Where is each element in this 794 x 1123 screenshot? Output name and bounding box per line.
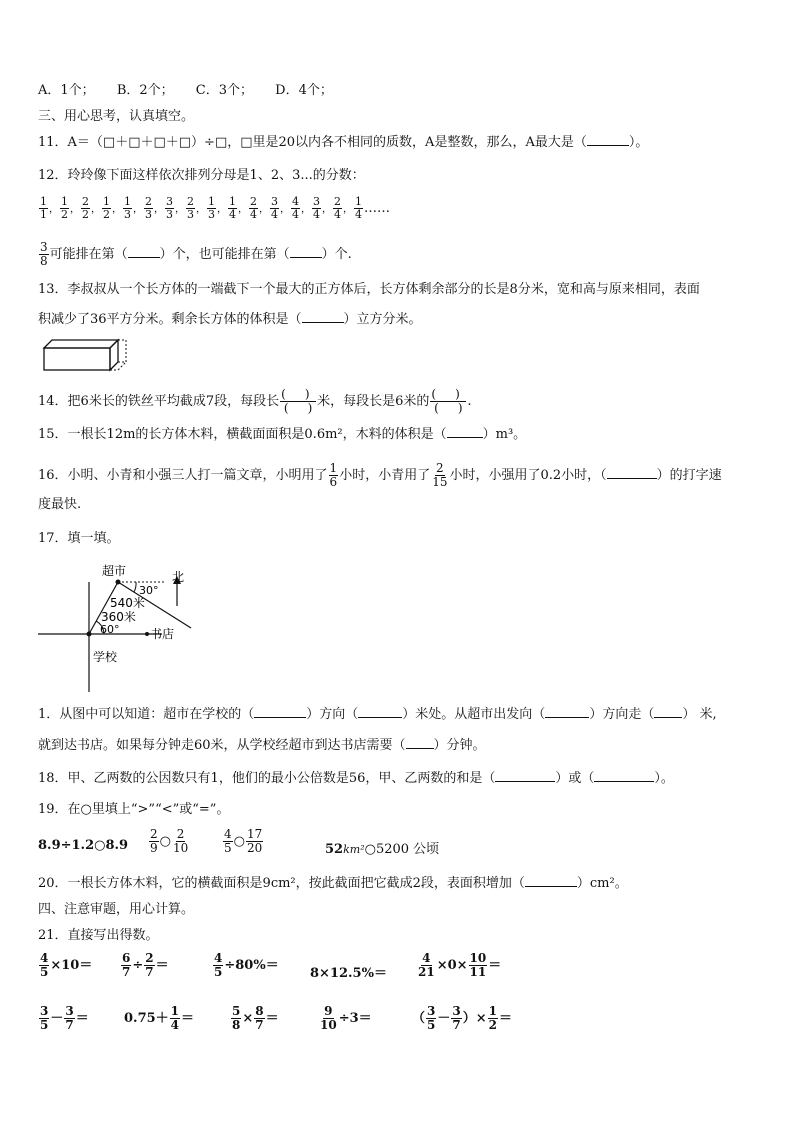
fraction <box>417 952 436 979</box>
compare-circle[interactable]: ○ <box>233 834 245 849</box>
q13-line2 <box>38 311 422 329</box>
sequence-fraction <box>102 196 111 221</box>
denominator: 7 <box>255 1018 264 1032</box>
numerator: 4 <box>292 195 299 208</box>
numerator: 6 <box>122 951 131 965</box>
q19-expr-2 <box>148 828 190 855</box>
denominator: 4 <box>271 208 278 221</box>
q11-text: 11．A＝（□＋□＋□＋□）÷□，□里是20以内各不相同的质数，A是整数，那么，A最大是（ <box>38 135 587 150</box>
separator: ， <box>259 204 269 215</box>
question-12: 12．玲玲像下面这样依次排列分母是1、2、3...的分数： <box>38 168 365 183</box>
expr-text: ＝ <box>155 958 169 973</box>
label-supermarket: 超市 <box>102 564 127 578</box>
fraction <box>451 1005 461 1032</box>
fraction-2-15 <box>431 462 448 489</box>
q21-r1-c1 <box>38 952 92 979</box>
denominator: 5 <box>40 1018 49 1032</box>
denominator: 5 <box>427 1018 436 1032</box>
q20-text-b: ）cm²。 <box>576 876 628 891</box>
q16-text-a: 16．小明、小青和小强三人打一篇文章，小明用了 <box>38 468 328 483</box>
q14-text-c: . <box>467 394 472 409</box>
q16-text-c: 小时，小强用了0.2小时，（ <box>449 468 607 483</box>
section3-heading: 三、用心思考，认真填空。 <box>38 109 195 124</box>
numerator: 4 <box>422 951 431 965</box>
q18-text-b: ）或（ <box>555 771 595 786</box>
q16-text-b: 小时，小青用了 <box>339 468 431 483</box>
compare-circle[interactable]: ○ <box>159 834 171 849</box>
q17-blank-distance[interactable] <box>358 717 402 718</box>
denominator: 4 <box>334 208 341 221</box>
numerator: 1 <box>329 461 338 475</box>
q21-r2-c2 <box>124 1005 194 1032</box>
fraction-2-10 <box>172 828 189 855</box>
separator: ， <box>238 204 248 215</box>
separator: ， <box>133 204 143 215</box>
numerator: 1 <box>355 195 362 208</box>
q14-text-a: 14．把6米长的铁丝平均截成7段，每段长 <box>38 394 280 409</box>
expr-text: （ <box>412 1011 426 1026</box>
label-angle-30: 30° <box>139 584 159 597</box>
expr-text: ÷80%＝ <box>224 958 279 973</box>
sequence-fraction <box>144 196 153 221</box>
q12-blank-2[interactable] <box>290 257 322 258</box>
q16-blank[interactable] <box>607 478 657 479</box>
denominator: 6 <box>329 475 338 489</box>
fraction <box>319 1005 338 1032</box>
denominator: 5 <box>40 965 49 979</box>
numerator: 2 <box>436 461 444 475</box>
q17-text-f: 就到达书店。如果每分钟走60米，从学校经超市到达书店需要（ <box>38 738 406 753</box>
numerator: 3 <box>427 1004 436 1018</box>
fraction-2-9 <box>149 828 159 855</box>
section4-heading: 四、注意审题，用心计算。 <box>38 902 195 917</box>
separator: ， <box>154 204 164 215</box>
q17-blank-direction[interactable] <box>254 717 306 718</box>
fraction <box>39 1005 49 1032</box>
q20-blank[interactable] <box>525 886 577 887</box>
cuboid-figure <box>38 334 142 376</box>
sequence-fraction <box>228 196 237 221</box>
q19-title: 19．在○里填上“>”“<”或“=”。 <box>38 802 230 817</box>
sequence-fraction <box>81 196 90 221</box>
denominator: 11 <box>469 965 487 979</box>
sequence-fraction <box>312 196 321 221</box>
q17-text-d: ）方向走（ <box>589 707 655 722</box>
q17-text-a: 1．从图中可以知道：超市在学校的（ <box>38 707 255 722</box>
denominator: 8 <box>232 1018 241 1032</box>
label-540m: 540米 <box>110 596 145 610</box>
denominator: 15 <box>432 475 448 489</box>
expr-text: ＝ <box>488 958 502 973</box>
numerator: 3 <box>40 1004 49 1018</box>
option-a: A．1个； <box>38 83 95 98</box>
option-b: B．2个； <box>116 83 174 98</box>
numerator: 2 <box>82 195 89 208</box>
q19-expr-1: 8.9÷1.2○8.9 <box>38 838 129 853</box>
numerator: 2 <box>187 195 194 208</box>
denominator: 4 <box>250 208 257 221</box>
separator: ， <box>49 204 59 215</box>
separator: ， <box>112 204 122 215</box>
q11-tail: ）。 <box>628 135 649 150</box>
q21-r2-c3 <box>230 1005 279 1032</box>
denominator: 4 <box>292 208 299 221</box>
denominator: 2 <box>61 208 68 221</box>
q12-sequence <box>38 196 390 221</box>
denominator: 10 <box>172 841 189 855</box>
numerator: 8 <box>255 1004 264 1018</box>
supermarket-point <box>116 580 121 585</box>
q15-text-a: 15．一根长12m的长方体木料，横截面面积是0.6m²，木料的体积是（ <box>38 427 447 442</box>
fraction-17-20 <box>246 828 263 855</box>
denominator: 3 <box>124 208 131 221</box>
denominator: 5 <box>224 841 232 855</box>
q17-blank-minutes[interactable] <box>406 748 434 749</box>
options-line <box>38 82 333 100</box>
numerator: 2 <box>176 827 185 841</box>
numerator: 5 <box>232 1004 241 1018</box>
sequence-fraction <box>39 196 48 221</box>
q17-text-b: ）方向（ <box>306 707 359 722</box>
q13-text-b: ）立方分米。 <box>343 312 422 327</box>
separator: ， <box>175 204 185 215</box>
fraction <box>254 1005 264 1032</box>
label-school: 学校 <box>93 650 118 664</box>
fraction-4-5 <box>223 828 233 855</box>
operator: － <box>50 1011 64 1026</box>
sequence-fraction <box>165 196 174 221</box>
q18-blank-1[interactable] <box>495 781 555 782</box>
q14-blank-fraction-1[interactable]: $\frac{( )}{( )}$ <box>280 388 316 415</box>
fraction <box>39 952 49 979</box>
denominator: 2 <box>82 208 89 221</box>
numerator: 2 <box>145 195 152 208</box>
sequence-fraction <box>123 196 132 221</box>
fraction <box>231 1005 241 1032</box>
sequence-fraction <box>249 196 258 221</box>
separator: ， <box>301 204 311 215</box>
expr-text: ＝ <box>499 1011 513 1026</box>
denominator: 4 <box>355 208 362 221</box>
sequence-fraction <box>291 196 300 221</box>
label-bookstore: 书店 <box>150 627 175 641</box>
numerator: 1 <box>40 195 47 208</box>
denominator: 7 <box>65 1018 74 1032</box>
q21-r2-c4 <box>318 1005 372 1032</box>
question-20 <box>38 875 628 893</box>
q17-line1 <box>38 706 717 724</box>
sequence-fraction <box>60 196 69 221</box>
numerator: 4 <box>214 951 223 965</box>
numerator: 4 <box>40 951 49 965</box>
denominator: 5 <box>214 965 223 979</box>
q20-text-a: 20．一根长方体木料，它的横截面积是9cm²，按此截面把它截成2段，表面积增加（ <box>38 876 525 891</box>
q18-blank-2[interactable] <box>594 781 654 782</box>
bookstore-point <box>145 632 149 636</box>
fraction <box>488 1005 498 1032</box>
separator: ， <box>70 204 80 215</box>
denominator: 4 <box>170 1018 180 1032</box>
fraction <box>469 952 488 979</box>
separator: ， <box>217 204 227 215</box>
numerator: 1 <box>61 195 68 208</box>
denominator: 20 <box>246 841 263 855</box>
numerator: 3 <box>452 1004 461 1018</box>
q21-r2-c1 <box>38 1005 89 1032</box>
numerator: 2 <box>334 195 341 208</box>
denominator: 2 <box>488 1018 498 1032</box>
label-angle-60: 60° <box>100 623 120 636</box>
q16-line1 <box>38 462 722 489</box>
separator: ， <box>196 204 206 215</box>
denominator: 7 <box>122 965 131 979</box>
direction-diagram <box>38 560 208 692</box>
fraction <box>144 952 154 979</box>
denominator: 3 <box>166 208 173 221</box>
numerator: 3 <box>271 195 278 208</box>
question-15 <box>38 426 526 444</box>
expr-text: ÷3＝ <box>338 1011 372 1026</box>
numerator: 1 <box>124 195 131 208</box>
q11-blank[interactable] <box>587 145 629 146</box>
fraction <box>170 1005 180 1032</box>
school-point <box>87 632 92 637</box>
expr-text: ）× <box>462 1011 487 1026</box>
q21-r1-c5 <box>416 952 501 979</box>
option-c: C．3个； <box>195 83 253 98</box>
denominator: 4 <box>313 208 320 221</box>
q16-text-d: ）的打字速 <box>656 468 722 483</box>
expr-text: ＝ <box>75 1011 89 1026</box>
fraction-sequence <box>38 195 364 221</box>
q18-text-c: ）。 <box>654 771 674 786</box>
fraction <box>426 1005 436 1032</box>
sequence-fraction <box>333 196 342 221</box>
numerator: 3 <box>40 240 48 254</box>
numerator: 2 <box>150 827 158 841</box>
q21-r2-c5 <box>412 1005 512 1032</box>
q14-blank-fraction-2[interactable]: $\frac{( )}{( )}$ <box>430 388 466 415</box>
expr-text: ×10＝ <box>50 958 93 973</box>
q12-line2 <box>38 241 352 268</box>
sequence-fraction <box>270 196 279 221</box>
numerator: 3 <box>313 195 320 208</box>
q21-r1-c4: 8×12.5%＝ <box>310 966 387 981</box>
q12-text-a: 可能排在第（ <box>49 247 128 262</box>
separator: ， <box>343 204 353 215</box>
numerator: 1 <box>229 195 236 208</box>
denominator: 10 <box>320 1018 337 1032</box>
fraction <box>121 952 131 979</box>
denominator: 1 <box>40 208 47 221</box>
sequence-fraction <box>207 196 216 221</box>
q16-line2: 度最快. <box>38 497 82 512</box>
q17-text-e: ） 米, <box>682 707 717 722</box>
separator: ， <box>322 204 332 215</box>
operator: ÷ <box>132 958 144 973</box>
question-11 <box>38 134 648 152</box>
question-18 <box>38 770 674 788</box>
numerator: 1 <box>103 195 110 208</box>
denominator: 21 <box>418 965 435 979</box>
separator: ， <box>280 204 290 215</box>
q13-blank[interactable] <box>302 322 344 323</box>
numerator: 17 <box>246 827 263 841</box>
q17-blank-distance-2[interactable] <box>654 717 682 718</box>
q18-text-a: 18．甲、乙两数的公因数只有1，他们的最小公倍数是56，甲、乙两数的和是（ <box>38 771 496 786</box>
q15-blank[interactable] <box>447 437 483 438</box>
numerator: 9 <box>324 1004 333 1018</box>
denominator: 8 <box>40 254 48 268</box>
numerator: 3 <box>65 1004 74 1018</box>
q14-text-b: 米，每段长是6米的 <box>317 394 430 409</box>
q19-value-52: 52 <box>325 842 344 857</box>
numerator: 4 <box>224 827 232 841</box>
q19-value-hectares: ○5200 公顷 <box>364 842 440 857</box>
q21-title: 21．直接写出得数。 <box>38 928 159 943</box>
operator: － <box>437 1011 451 1026</box>
denominator: 3 <box>208 208 215 221</box>
q12-text-b: ）个，也可能排在第（ <box>159 247 290 262</box>
numerator: 1 <box>208 195 215 208</box>
label-360m: 360米 <box>101 610 136 624</box>
q15-text-b: ）m³。 <box>482 427 527 442</box>
q19-expr-3 <box>222 828 264 855</box>
denominator: 9 <box>150 841 158 855</box>
label-north: 北 <box>172 570 185 584</box>
numerator: 1 <box>170 1004 180 1018</box>
denominator: 3 <box>145 208 152 221</box>
denominator: 4 <box>229 208 236 221</box>
q21-r1-c3 <box>212 952 279 979</box>
denominator: 7 <box>452 1018 461 1032</box>
unit-km2: km² <box>343 843 365 856</box>
q13-line1: 13．李叔叔从一个长方体的一端截下一个最大的正方体后，长方体剩余部分的长是8分米，宽和高与原来相同，表面 <box>38 282 700 297</box>
sequence-dots: …… <box>364 201 390 216</box>
operator: × <box>242 1011 254 1026</box>
q21-r1-c2 <box>120 952 169 979</box>
denominator: 3 <box>187 208 194 221</box>
expr-text: ＝ <box>265 1011 279 1026</box>
numerator: 1 <box>488 1004 498 1018</box>
option-d: D．4个； <box>275 83 333 98</box>
expr-text: ×0× <box>436 958 468 973</box>
q17-text-c: ）米处。从超市出发向（ <box>402 707 546 722</box>
denominator: 7 <box>145 965 154 979</box>
sequence-fraction <box>186 196 195 221</box>
sequence-fraction <box>354 196 363 221</box>
fraction <box>64 1005 74 1032</box>
separator: ， <box>91 204 101 215</box>
numerator: 2 <box>145 951 154 965</box>
q12-text-c: ）个. <box>321 247 352 262</box>
expr-text: 0.75＋ <box>124 1011 169 1026</box>
fraction <box>213 952 223 979</box>
fraction-3-8 <box>39 241 49 268</box>
q17-title: 17．填一填。 <box>38 531 120 546</box>
numerator: 10 <box>469 951 487 965</box>
fraction-1-6 <box>329 462 339 489</box>
q17-blank-direction-2[interactable] <box>545 717 589 718</box>
numerator: 3 <box>166 195 173 208</box>
q13-text-a: 积减少了36平方分米。剩余长方体的体积是（ <box>38 312 302 327</box>
question-14 <box>38 388 472 415</box>
q19-expr-4 <box>325 838 439 857</box>
q17-text-g: ）分钟。 <box>433 738 486 753</box>
expr-text: ＝ <box>181 1011 195 1026</box>
q12-blank-1[interactable] <box>128 257 160 258</box>
q17-line2 <box>38 737 486 755</box>
denominator: 2 <box>103 208 110 221</box>
numerator: 2 <box>250 195 257 208</box>
